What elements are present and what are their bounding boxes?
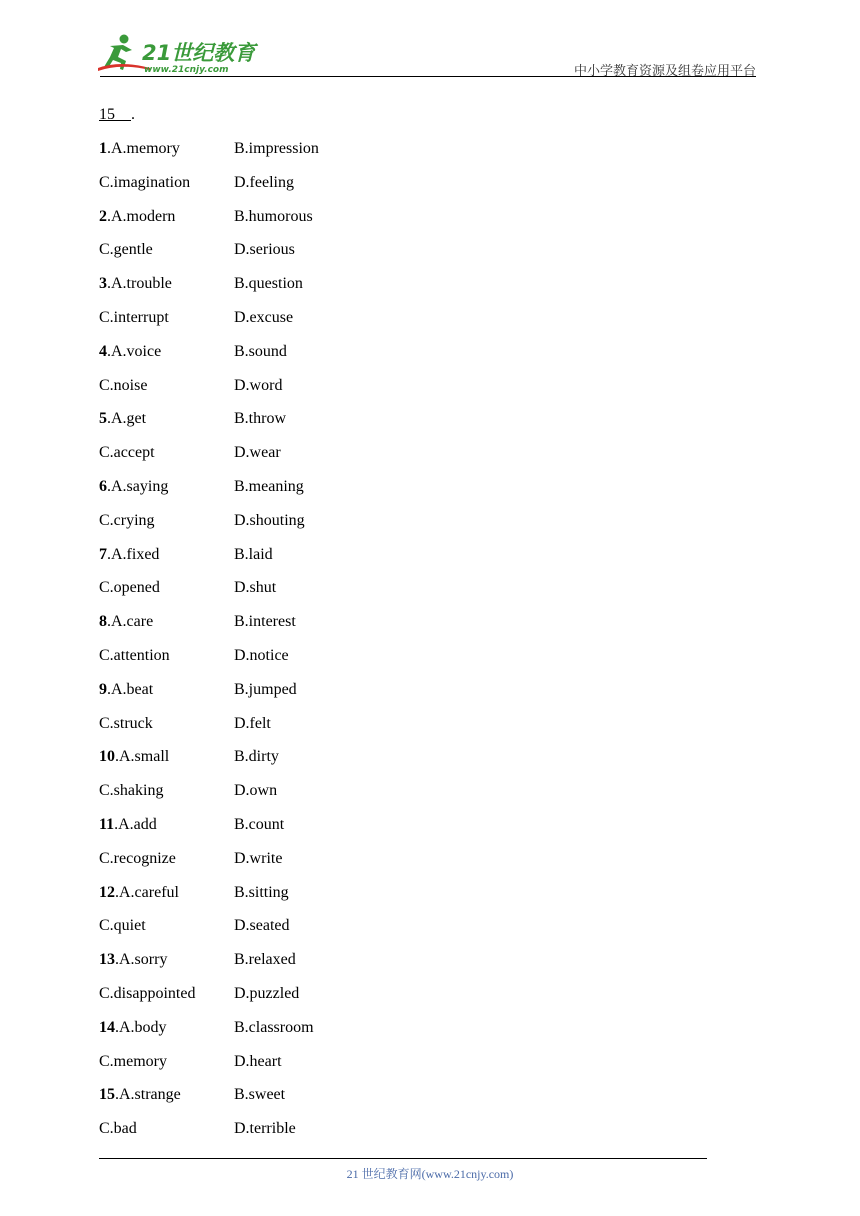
- option-c: C.noise: [99, 376, 148, 394]
- option-c: C.gentle: [99, 241, 153, 259]
- option-row-cd: [99, 166, 719, 200]
- items-container: [99, 132, 719, 1146]
- option-a: [99, 605, 153, 639]
- option-a: [99, 673, 153, 707]
- option-a-text: .A.fixed: [107, 545, 160, 563]
- option-d: D.felt: [234, 714, 271, 732]
- option-b: B.sitting: [234, 883, 289, 901]
- option-d: D.serious: [234, 241, 295, 259]
- option-row-ab: [99, 1078, 719, 1112]
- option-a: [99, 740, 169, 774]
- option-row-ab: [99, 605, 719, 639]
- option-a-text: .A.strange: [115, 1086, 181, 1104]
- question-number: 1: [99, 140, 107, 157]
- option-a: [99, 200, 175, 234]
- option-c: C.bad: [99, 1120, 137, 1138]
- logo-title: 21世纪教育: [142, 41, 256, 65]
- option-c: C.disappointed: [99, 984, 196, 1002]
- option-row-ab: [99, 876, 719, 910]
- option-a-text: .A.small: [115, 748, 170, 766]
- option-d: D.feeling: [234, 173, 294, 191]
- option-b: B.classroom: [234, 1018, 314, 1036]
- option-a: [99, 808, 157, 842]
- option-b: B.jumped: [234, 680, 297, 698]
- option-d: D.own: [234, 782, 278, 800]
- option-d: D.heart: [234, 1052, 282, 1070]
- header-divider: [100, 76, 756, 77]
- option-c: C.crying: [99, 511, 155, 529]
- option-c: C.imagination: [99, 173, 191, 191]
- option-c: C.accept: [99, 444, 155, 462]
- option-b: B.throw: [234, 410, 286, 428]
- page-header: [90, 30, 756, 78]
- option-row-cd: [99, 639, 719, 673]
- option-a-text: .A.careful: [115, 883, 179, 901]
- option-row-cd: [99, 571, 719, 605]
- option-a-text: .A.add: [114, 815, 157, 833]
- option-a: [99, 132, 180, 166]
- question-number: 2: [99, 207, 107, 225]
- option-row-ab: [99, 673, 719, 707]
- option-a: [99, 943, 167, 977]
- option-row-ab: [99, 538, 719, 572]
- option-a-text: .A.get: [107, 410, 147, 428]
- option-a-text: .A.trouble: [107, 275, 172, 293]
- option-b: B.dirty: [234, 748, 279, 766]
- option-row-cd: [99, 504, 719, 538]
- option-a-text: .A.voice: [107, 342, 162, 360]
- option-a: [99, 1078, 181, 1112]
- option-b: B.meaning: [234, 477, 304, 495]
- option-a-text: .A.body: [115, 1018, 167, 1036]
- option-row-cd: [99, 1112, 719, 1146]
- option-row-cd: [99, 977, 719, 1011]
- question-number: 9: [99, 680, 107, 698]
- option-a: [99, 267, 172, 301]
- question-number: 7: [99, 545, 107, 563]
- option-row-ab: [99, 200, 719, 234]
- question-list: [99, 98, 719, 1146]
- option-row-cd: [99, 233, 719, 267]
- option-d: D.write: [234, 849, 283, 867]
- option-a-text: .A.sorry: [115, 951, 168, 969]
- question-number: 8: [99, 613, 107, 631]
- logo-url: www.21cnjy.com: [144, 65, 229, 75]
- option-d: D.puzzled: [234, 984, 300, 1002]
- option-row-cd: [99, 842, 719, 876]
- option-row-ab: [99, 470, 719, 504]
- option-b: B.sweet: [234, 1086, 286, 1104]
- option-c: C.recognize: [99, 849, 176, 867]
- option-c: C.memory: [99, 1052, 167, 1070]
- option-a: [99, 470, 168, 504]
- option-d: D.excuse: [234, 308, 294, 326]
- option-d: D.shut: [234, 579, 277, 597]
- option-b: B.count: [234, 815, 285, 833]
- option-c: C.opened: [99, 579, 160, 597]
- option-a-text: .A.saying: [107, 477, 169, 495]
- option-d: D.shouting: [234, 511, 305, 529]
- question-number: 12: [99, 883, 115, 901]
- option-c: C.quiet: [99, 917, 146, 935]
- option-row-cd: [99, 436, 719, 470]
- option-row-ab: [99, 267, 719, 301]
- question-number: 13: [99, 951, 115, 969]
- question-number: 6: [99, 477, 107, 495]
- option-b: B.impression: [234, 140, 319, 157]
- option-b: B.relaxed: [234, 951, 296, 969]
- question-number: 15: [99, 1086, 115, 1104]
- question-number: 5: [99, 410, 107, 428]
- page-footer: 21 世纪教育网(www.21cnjy.com): [346, 1167, 514, 1181]
- header-platform-text: 中小学教育资源及组卷应用平台: [573, 64, 756, 79]
- option-row-cd: [99, 1045, 719, 1079]
- option-a-text: .A.modern: [107, 207, 176, 225]
- option-d: D.notice: [234, 646, 289, 664]
- option-row-ab: [99, 132, 719, 166]
- option-b: B.laid: [234, 545, 273, 563]
- option-d: D.wear: [234, 444, 281, 462]
- option-a-text: .A.care: [107, 613, 154, 631]
- option-b: B.interest: [234, 613, 296, 631]
- option-row-cd: [99, 707, 719, 741]
- question-number: 11: [99, 815, 115, 833]
- option-c: C.interrupt: [99, 308, 169, 326]
- footer-divider: [99, 1158, 707, 1159]
- option-d: D.word: [234, 376, 283, 394]
- option-c: C.struck: [99, 714, 153, 732]
- option-row-ab: [99, 1011, 719, 1045]
- option-row-ab: [99, 943, 719, 977]
- option-a: [99, 538, 159, 572]
- option-a-text: .A.beat: [107, 680, 154, 698]
- blank-number: 15: [99, 106, 115, 123]
- option-row-cd: [99, 369, 719, 403]
- option-row-ab: [99, 808, 719, 842]
- option-a: [99, 402, 146, 436]
- option-b: B.humorous: [234, 207, 313, 225]
- option-a-text: .A.memory: [107, 140, 180, 157]
- site-logo: [90, 30, 260, 76]
- question-number: 3: [99, 275, 107, 293]
- option-row-cd: [99, 774, 719, 808]
- option-a: [99, 1011, 167, 1045]
- option-d: D.terrible: [234, 1120, 296, 1138]
- option-row-ab: [99, 335, 719, 369]
- blank-suffix: .: [131, 106, 135, 123]
- option-a: [99, 876, 179, 910]
- option-row-ab: [99, 402, 719, 436]
- option-row-cd: [99, 909, 719, 943]
- option-c: C.shaking: [99, 782, 164, 800]
- option-row-ab: [99, 740, 719, 774]
- option-d: D.seated: [234, 917, 290, 935]
- option-b: B.question: [234, 275, 303, 293]
- option-b: B.sound: [234, 342, 287, 360]
- option-c: C.attention: [99, 646, 170, 664]
- question-number: 4: [99, 342, 107, 360]
- question-number: 14: [99, 1018, 115, 1036]
- option-a: [99, 335, 161, 369]
- question-header: [99, 98, 719, 132]
- question-number: 10: [99, 748, 115, 766]
- option-row-cd: [99, 301, 719, 335]
